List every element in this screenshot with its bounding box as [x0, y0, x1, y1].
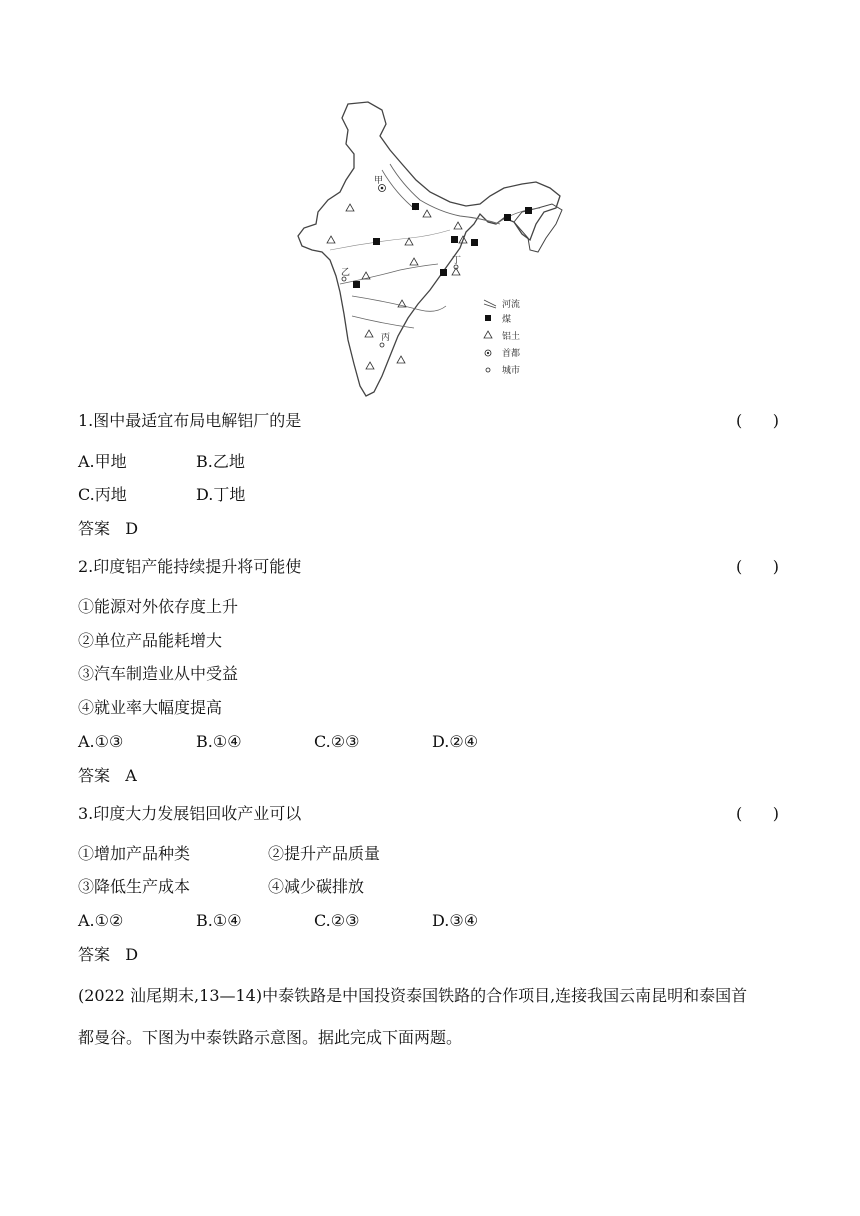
river-krishna: [352, 316, 414, 328]
bauxite-marker: [423, 210, 431, 217]
river-brahmaputra: [496, 208, 540, 224]
capital-marker-dot: [381, 187, 384, 190]
bauxite-marker: [366, 362, 374, 369]
coal-marker: [525, 207, 532, 214]
q2-item-4: ④就业率大幅度提高: [78, 698, 223, 717]
map-legend: [484, 298, 520, 376]
q2-item-2: ②单位产品能耗增大: [78, 631, 223, 650]
q3-item-3: ③降低生产成本: [78, 877, 191, 896]
q3-answer-paren: ( ): [736, 804, 779, 823]
coal-marker: [451, 236, 458, 243]
label-yi: 乙: [341, 268, 351, 278]
q1-option-c: C.丙地: [78, 485, 127, 504]
q2-answer-value: A: [125, 766, 137, 785]
q2-option-d: D.②④: [432, 732, 479, 751]
legend-city-label: 城市: [502, 366, 521, 376]
q3-answer: [78, 945, 138, 965]
bauxite-marker: [410, 258, 418, 265]
q1-answer-paren: ( ): [736, 411, 779, 430]
q3-stem: 3.印度大力发展铝回收产业可以: [78, 804, 302, 823]
legend-river-label: 河流: [502, 300, 521, 310]
india-map-figure: [290, 100, 570, 398]
bauxite-marker: [405, 238, 413, 245]
coal-marker: [373, 238, 380, 245]
q1-stem: 1.图中最适宜布局电解铝厂的是: [78, 411, 302, 430]
q1-option-d: D.丁地: [196, 485, 246, 504]
coal-marker: [504, 214, 511, 221]
bauxite-marker: [365, 330, 373, 337]
q3-option-a: A.①②: [78, 911, 124, 930]
q2-option-c: C.②③: [314, 732, 360, 751]
q2-option-a: A.①③: [78, 732, 124, 751]
river-yamuna: [382, 170, 416, 210]
q2-item-3: ③汽车制造业从中受益: [78, 664, 239, 683]
city-marker-bing: [380, 343, 384, 347]
legend-river-icon: [484, 300, 496, 308]
bauxite-marker: [327, 236, 335, 243]
q3-answer-value: D: [125, 945, 139, 964]
q1-answer: [78, 519, 138, 539]
q3-item-2: ②提升产品质量: [268, 844, 381, 863]
intro-line-1: (2022 汕尾期末,13—14)中泰铁路是中国投资泰国铁路的合作项目,连接我国云南昆明和泰国首: [78, 986, 748, 1005]
q2-item-1: ①能源对外依存度上升: [78, 597, 239, 616]
legend-capital-icon-dot: [487, 352, 489, 354]
river-godavari: [352, 296, 446, 311]
bauxite-marker: [397, 356, 405, 363]
label-jia: 甲: [374, 176, 384, 186]
label-ding: 丁: [452, 256, 462, 266]
q1-answer-value: D: [125, 519, 139, 538]
bauxite-marker: [454, 222, 462, 229]
bauxite-markers: [327, 204, 467, 369]
q3-item-4: ④减少碳排放: [268, 877, 365, 896]
bauxite-marker: [346, 204, 354, 211]
coal-marker: [440, 269, 447, 276]
q3-option-c: C.②③: [314, 911, 360, 930]
legend-bauxite-icon: [484, 331, 492, 338]
q1-answer-label: 答案: [78, 519, 111, 538]
coal-marker: [412, 203, 419, 210]
q3-item-1: ①增加产品种类: [78, 844, 191, 863]
q1-option-a: A.甲地: [78, 452, 127, 471]
legend-capital-label: 首都: [502, 349, 521, 359]
river-ganges: [390, 164, 500, 224]
intro-line-2: 都曼谷。下图为中泰铁路示意图。据此完成下面两题。: [78, 1028, 463, 1047]
q2-answer-paren: ( ): [736, 557, 779, 576]
coal-marker: [353, 281, 360, 288]
label-bing: 丙: [381, 333, 391, 343]
india-outline: [298, 102, 560, 396]
q3-answer-label: 答案: [78, 945, 111, 964]
q2-answer: [78, 766, 137, 786]
q2-option-b: B.①④: [196, 732, 242, 751]
legend-coal-icon: [485, 315, 491, 321]
coal-marker: [471, 239, 478, 246]
q2-answer-label: 答案: [78, 766, 111, 785]
q3-option-b: B.①④: [196, 911, 242, 930]
legend-coal-label: 煤: [502, 315, 512, 325]
q2-stem: 2.印度铝产能持续提升将可能使: [78, 557, 302, 576]
river-central: [330, 230, 450, 250]
legend-city-icon: [486, 368, 490, 372]
legend-bauxite-label: 铝土: [502, 332, 521, 342]
q1-option-b: B.乙地: [196, 452, 245, 471]
q3-option-d: D.③④: [432, 911, 479, 930]
